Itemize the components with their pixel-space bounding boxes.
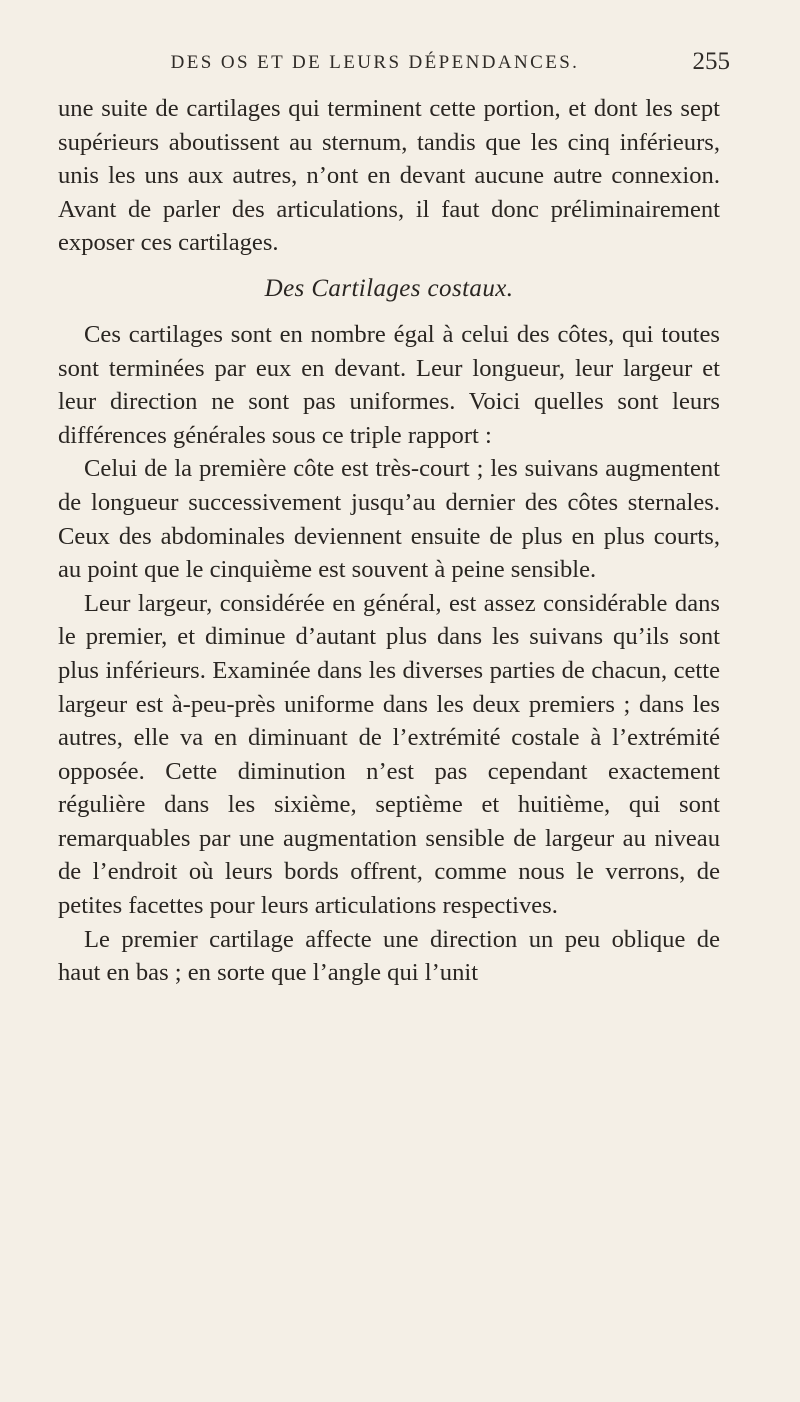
running-title: DES OS ET DE LEURS DÉPENDANCES. [170, 52, 580, 73]
section-heading: Des Cartilages costaux. [264, 274, 514, 302]
paragraph: Le premier cartilage affecte une direction un peu oblique de haut en bas ; en sorte que l’angle qui l’unit [58, 925, 720, 987]
paragraph: Leur largeur, considérée en général, est assez considérable dans le premier, et diminue d’autant plus dans les suivans qu’ils sont plus inférieurs. Examinée dans les diverses parties de chacun, cette largeur est à-peu-près uniforme dans les deux premiers ; dans les autres, elle va en diminuant de l’extrémité costale à l’extrémité opposée. Cette diminution n’est pas cependant exactement régulière dans les sixième, septième et huitième, qui sont remarquables par une augmentation sensible de largeur au niveau de l’endroit où leurs bords offrent, comme nous le verrons, de petites facettes pour leurs articulations respectives. [58, 589, 720, 920]
paragraph: Ces cartilages sont en nombre égal à celui des côtes, qui toutes sont terminées par eux en devant. Leur longueur, leur largeur et leur direction ne sont pas uniformes. Voici quelles sont leurs différences générales sous ce triple rapport : [58, 320, 720, 449]
body-text [58, 92, 720, 990]
page-number: 255 [692, 48, 730, 75]
paragraph: Celui de la première côte est très-court ; les suivans augmentent de longueur successivement jusqu’au dernier des côtes sternales. Ceux des abdominales deviennent ensuite de plus en plus courts, au point que le cinquième est souvent à peine sensible. [58, 455, 720, 584]
running-head [70, 48, 730, 82]
paragraph-continuation: une suite de cartilages qui terminent cette portion, et dont les sept supérieurs aboutissent au sternum, tandis que les cinq inférieurs, unis les uns aux autres, n’ont en devant aucune autre connexion. Avant de parler des articulations, il faut donc préliminairement exposer ces cartilages. [58, 95, 720, 257]
